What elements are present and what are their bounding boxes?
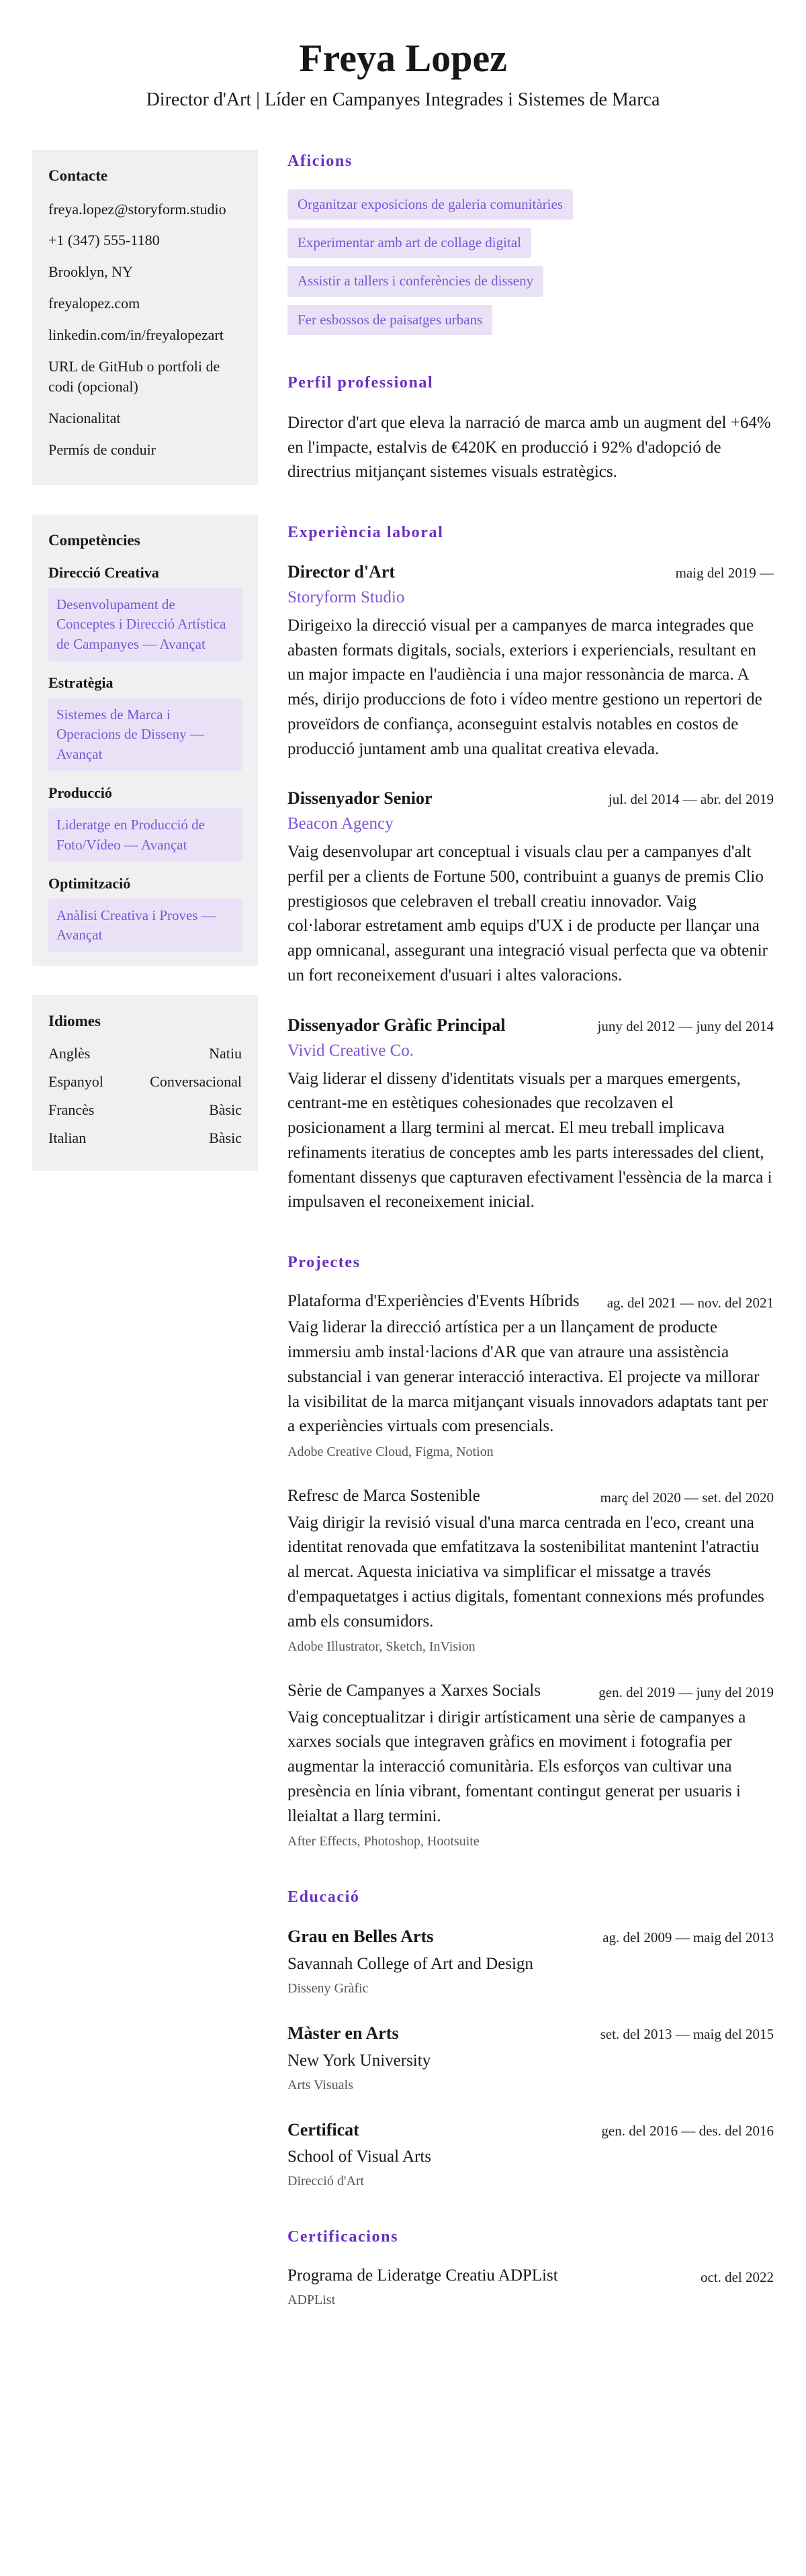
hobby-row [287,189,774,220]
job-date: maig del 2019 — [675,565,774,582]
contact-nationality: Nacionalitat [48,410,121,427]
entry-header [287,787,774,810]
hobbies-section [287,152,774,335]
projects-title: Projectes [287,1254,361,1272]
job-title: Dissenyador Gràfic Principal [287,1015,506,1035]
contact-section [32,150,258,485]
hobby-row [287,228,774,258]
projects-section [287,1254,774,1849]
languages-section [32,995,258,1171]
contact-location: Brooklyn, NY [48,263,133,281]
school-name: New York University [287,2051,431,2070]
entry-header [287,1485,774,1508]
skill-pill: Anàlisi Creativa i Proves — Avançat [48,899,242,952]
skill-pill: Lideratge en Producció de Foto/Vídeo — Avançat [48,809,242,862]
project-tools: After Effects, Photoshop, Hootsuite [287,1834,480,1849]
education-entry [287,1925,774,1996]
school-name: Savannah College of Art and Design [287,1955,533,1974]
job-title: Director d'Art [287,562,396,582]
experience-section [287,524,774,1215]
language-name: Anglès [48,1044,91,1062]
language-name: Italian [48,1129,87,1146]
job-company: Beacon Agency [287,815,394,833]
project-description: Vaig dirigir la revisió visual d'una marca centrada en l'eco, creant una identitat renovada que emfatitzava la sostenibilitat mantenint l'atractiu al mercat. Aquesta iniciativa va simplificar el missatge a través d'empaquetatges i actius digitals, fomentant connexions més profundes amb els consumidors. [287,1513,764,1630]
skill-group [48,784,242,862]
sidebar [32,150,258,1201]
job-title: Dissenyador Senior [287,788,433,809]
contact-title: Contacte [48,167,108,184]
project-description: Vaig liderar la direcció artística per a un llançament de producte immersiu amb instal·lacions d'AR que van atraure una assistència substancial i van generar interacció interactiva. El projecte va millorar la visibilitat de la marca mitjançant visuals innovadors adaptats tant per a experiències virtuals com presencials. [287,1318,768,1436]
project-entry [287,1680,774,1849]
project-title: Plataforma d'Experiències d'Events Híbrids [287,1292,580,1311]
job-company: Storyform Studio [287,588,405,606]
project-date: gen. del 2019 — juny del 2019 [598,1684,774,1701]
project-title: Refresc de Marca Sostenible [287,1487,480,1506]
language-name: Francès [48,1101,95,1118]
skills-title: Competències [48,531,140,549]
education-section [287,1888,774,2189]
language-row [48,1073,242,1091]
hobby-tag: Assistir a tallers i conferències de disseny [287,266,543,296]
language-row [48,1045,242,1062]
job-company: Vivid Creative Co. [287,1041,414,1060]
language-name: Espanyol [48,1072,103,1090]
entry-header [287,1925,774,1948]
field-of-study: Direcció d'Art [287,2174,365,2189]
degree-title: Grau en Belles Arts [287,1927,434,1947]
hobby-tag: Experimentar amb art de collage digital [287,228,531,258]
experience-title: Experiència laboral [287,524,444,542]
resume-header [32,27,774,111]
project-entry [287,1291,774,1460]
hobby-row [287,266,774,296]
job-date: juny del 2012 — juny del 2014 [597,1017,774,1034]
main-column [287,150,774,2309]
skill-group [48,875,242,952]
job-description: Dirigeixo la direcció visual per a campanyes de marca integrades que abasten formats digitals, socials, exteriors i experiencials, resultant en un major impacte en l'audiència i una major ressonància de marca. A més, dirijo produccions de foto i vídeo mentre gestiono un repertori de proveïdors de confiança, aconseguint estalvis notables en costos de producció juntament amb una qualitat creativa elevada. [287,616,762,758]
skill-category: Estratègia [48,674,114,692]
entry-header [287,1014,774,1037]
job-date: jul. del 2014 — abr. del 2019 [608,791,774,808]
contact-email: freya.lopez@storyform.studio [48,200,226,218]
contact-driving-license: Permís de conduir [48,441,156,459]
education-date: gen. del 2016 — des. del 2016 [601,2122,774,2139]
skill-category: Optimització [48,874,131,892]
profile-section [287,374,774,485]
project-date: ag. del 2021 — nov. del 2021 [607,1295,774,1312]
candidate-subtitle: Director d'Art | Líder en Campanyes Integrades i Sistemes de Marca [146,89,660,110]
skills-section [32,514,258,966]
entry-header [287,1680,774,1702]
entry-header [287,2119,774,2142]
experience-entry [287,1014,774,1215]
hobbies-title: Aficions [287,152,353,170]
hobby-row [287,305,774,335]
profile-text: Director d'art que eleva la narració de marca amb un augment del +64% en l'impacte, estalvis de €420K en producció i 92% d'adopció de directrius mitjançant sistemes visuals estratègics. [287,413,771,481]
skill-pill: Desenvolupament de Conceptes i Direcció Artística de Campanyes — Avançat [48,588,242,661]
skill-group [48,674,242,771]
project-date: març del 2020 — set. del 2020 [600,1489,774,1506]
entry-header [287,561,774,584]
job-description: Vaig desenvolupar art conceptual i visuals clau per a campanyes d'alt perfil per a clients de Fortune 500, contribuint a guanys de premis Clio prestigiosos que celebraven el treball creatiu innovador. Vaig col·laborar estretament amb equips d'UX i de producte per llançar una app omnicanal, assegurant una integració visual perfecta que va obtenir un fort reconeixement d'usuari i altes valoracions. [287,843,768,984]
contact-website: freyalopez.com [48,295,140,312]
language-level: Conversacional [150,1072,242,1090]
entry-header [287,1291,774,1313]
skill-group [48,564,242,661]
field-of-study: Arts Visuals [287,2077,353,2092]
project-description: Vaig conceptualitzar i dirigir artísticament una sèrie de campanyes a xarxes socials que integraven gràfics en moviment i fotografia per augmentar la interacció comunitària. Els esforços van cultivar una presència en línia vibrant, fomentant contingut generat per usuaris i lleialtat a llarg termini. [287,1708,746,1825]
degree-title: Màster en Arts [287,2023,399,2043]
certification-date: oct. del 2022 [700,2269,774,2286]
skill-pill: Sistemes de Marca i Operacions de Disseny — Avançat [48,698,242,771]
contact-phone: +1 (347) 555-1180 [48,232,160,249]
project-tools: Adobe Creative Cloud, Figma, Notion [287,1444,494,1460]
experience-entry [287,561,774,762]
project-tools: Adobe Illustrator, Sketch, InVision [287,1639,476,1655]
entry-header [287,2265,774,2287]
degree-title: Certificat [287,2119,359,2140]
language-row [48,1101,242,1119]
project-title: Sèrie de Campanyes a Xarxes Socials [287,1682,541,1700]
education-entry [287,2119,774,2190]
language-level: Natiu [209,1044,242,1062]
education-title: Educació [287,1888,360,1906]
school-name: School of Visual Arts [287,2148,432,2166]
contact-github-placeholder: URL de GitHub o portfoli de codi (opcional) [48,357,220,396]
experience-entry [287,787,774,988]
profile-title: Perfil professional [287,373,434,392]
hobby-tag: Fer esbossos de paisatges urbans [287,305,492,335]
language-level: Bàsic [209,1129,242,1146]
certifications-section [287,2228,774,2308]
hobby-tag: Organitzar exposicions de galeria comunitàries [287,189,573,220]
certification-name: Programa de Lideratge Creatiu ADPList [287,2266,558,2285]
certification-entry [287,2265,774,2308]
field-of-study: Disseny Gràfic [287,1980,369,1996]
language-row [48,1130,242,1147]
certifications-title: Certificacions [287,2228,399,2246]
skill-category: Producció [48,784,112,802]
resume-body [32,150,774,2309]
entry-header [287,2022,774,2045]
project-entry [287,1485,774,1655]
education-date: set. del 2013 — maig del 2015 [600,2025,774,2042]
skill-category: Direcció Creativa [48,563,159,581]
contact-linkedin: linkedin.com/in/freyalopezart [48,326,224,343]
job-description: Vaig liderar el disseny d'identitats visuals per a marques emergents, centrant-me en estètiques cohesionades que recolzaven el posicionament a llarg termini al mercat. El meu treball implicava refinaments iteratius de conceptes amb les parts interessades del client, fomentant dissenys que capturaven efectivament l'essència de la marca i impulsaven el reconeixement inicial. [287,1069,772,1211]
languages-title: Idiomes [48,1012,101,1029]
candidate-name: Freya Lopez [299,36,507,80]
education-entry [287,2022,774,2093]
certification-issuer: ADPList [287,2293,336,2308]
education-date: ag. del 2009 — maig del 2013 [602,1929,774,1946]
language-level: Bàsic [209,1101,242,1118]
